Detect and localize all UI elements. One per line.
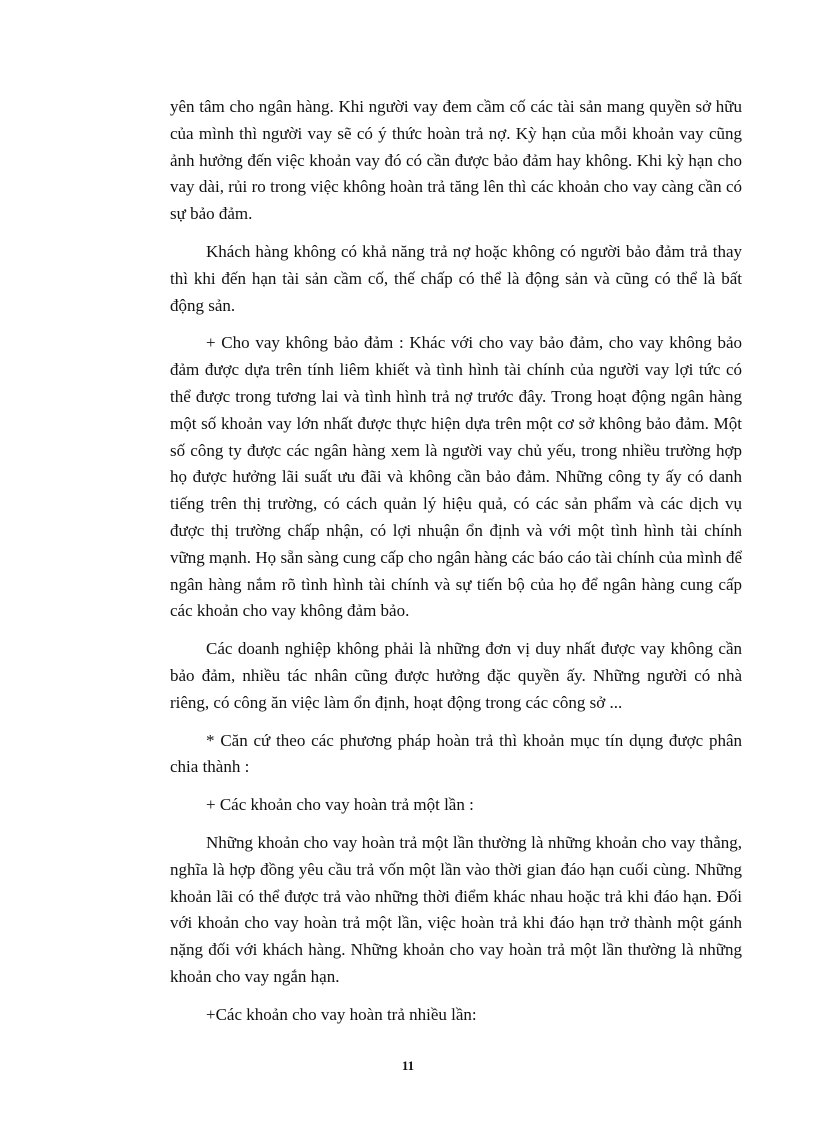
paragraph-6: + Các khoản cho vay hoàn trả một lần :	[206, 795, 474, 815]
paragraph-8: +Các khoản cho vay hoàn trả nhiều lần:	[206, 1004, 477, 1024]
paragraph-3: + Cho vay không bảo đảm : Khác với cho vay bảo đảm, cho vay không bảo đảm được dựa trên tính liêm khiết và tình hình tài chính của người vay lợi tức có thể được trong tương lai và tình hình trả nợ trước đây. Trong hoạt động ngân hàng một số khoản vay lớn nhất được thực hiện dựa trên một cơ sở không bảo đảm. Một số công ty được các ngân hàng xem là người vay chủ yếu, trong nhiều trường hợp họ được hưởng lãi suất ưu đãi và không cần bảo đảm. Những công ty ấy có danh tiếng trên thị trường, có cách quản lý hiệu quả, có các sản phẩm và các dịch vụ được thị trường chấp nhận, có lợi nhuận ổn định và với một tình hình tài chính vững mạnh. Họ sẵn sàng cung cấp cho ngân hàng các báo cáo tài chính của mình để ngân hàng nắm rõ tình hình tài chính và sự tiến bộ của họ để ngân hàng cung cấp các khoản cho vay không đảm bảo.	[170, 333, 742, 621]
paragraph-5: * Căn cứ theo các phương pháp hoàn trả thì khoản mục tín dụng được phân chia thành :	[170, 730, 742, 777]
paragraph-4: Các doanh nghiệp không phải là những đơn vị duy nhất được vay không cần bảo đảm, nhiều tác nhân cũng được hưởng đặc quyền ấy. Những người có nhà riêng, có công ăn việc làm ổn định, hoạt động trong các công sở ...	[170, 639, 742, 712]
paragraph-2: Khách hàng không có khả năng trả nợ hoặc không có người bảo đảm trả thay thì khi đến hạn tài sản cầm cố, thế chấp có thể là động sản và cũng có thể là bất động sản.	[170, 241, 742, 315]
paragraph-7: Những khoản cho vay hoàn trả một lần thường là những khoản cho vay thẳng, nghĩa là hợp đồng yêu cầu trả vốn một lần vào thời gian đáo hạn cuối cùng. Những khoản lãi có thể được trả vào những thời điểm khác nhau hoặc trả khi đáo hạn. Đối với khoản cho vay hoàn trả một lần, việc hoàn trả khi đáo hạn trở thành một gánh nặng đối với khách hàng. Những khoản cho vay hoàn trả một lần thường là những khoản cho vay ngắn hạn.	[170, 832, 742, 986]
page-number: 11	[401, 1058, 415, 1073]
paragraph-1: yên tâm cho ngân hàng. Khi người vay đem cầm cố các tài sản mang quyền sở hữu của mình thì người vay sẽ có ý thức hoàn trả nợ. Kỳ hạn của mỗi khoản vay cũng ảnh hưởng đến việc khoản vay đó có cần được bảo đảm hay không. Khi kỳ hạn cho vay dài, rủi ro trong việc không hoàn trả tăng lên thì các khoản cho vay càng cần có sự bảo đảm.	[170, 97, 742, 224]
document-body	[170, 94, 742, 1040]
